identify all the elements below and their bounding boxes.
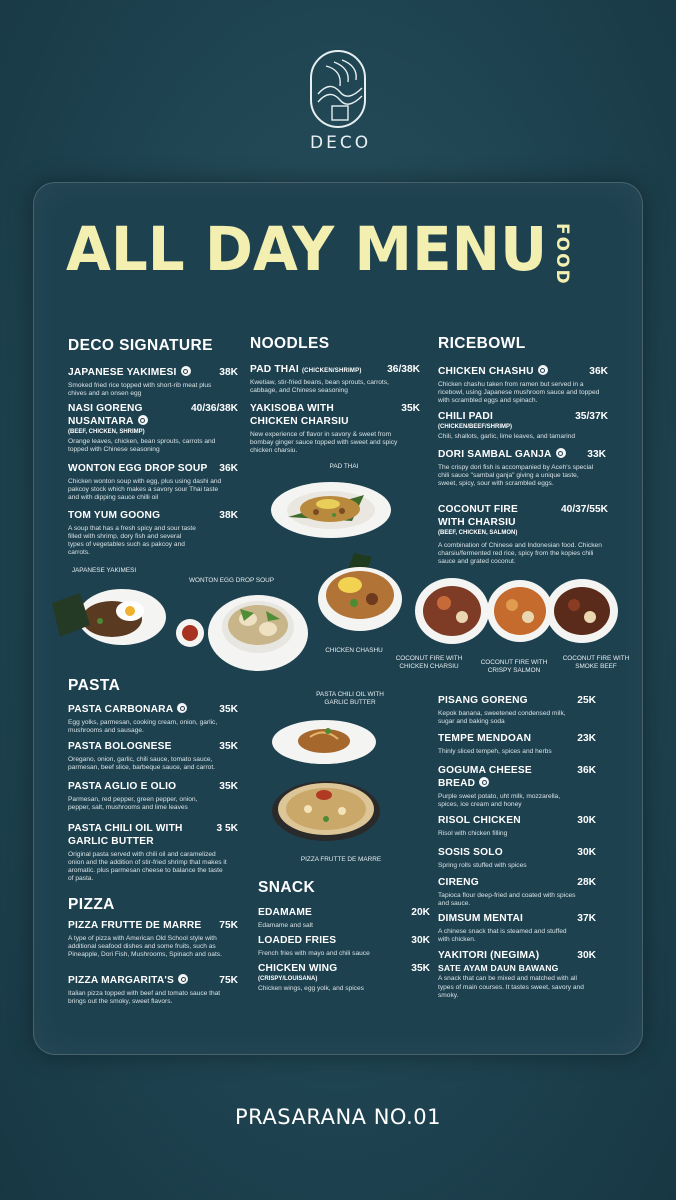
wonton-soup-photo <box>170 591 310 673</box>
section-pizza: PIZZA <box>68 896 115 913</box>
menu-item-carbonara <box>68 704 238 735</box>
signature-badge-icon <box>479 777 489 787</box>
signature-badge-icon <box>181 366 191 376</box>
item-name: EDAMAME <box>258 907 313 918</box>
chicken-chashu-photo <box>314 551 404 633</box>
caption-coconut-beef: COCONUT FIRE WITH SMOKE BEEF <box>562 655 630 670</box>
menu-item-tom-yum <box>68 510 238 558</box>
menu-item-yakitori <box>438 950 596 1000</box>
menu-item-loaded-fries <box>258 935 430 958</box>
caption-yakimesi: JAPANESE YAKIMESI <box>71 567 137 574</box>
item-price: 35K <box>401 403 420 414</box>
item-name: JAPANESE YAKIMESI <box>68 367 177 378</box>
section-ricebowl: RICEBOWL <box>438 335 526 352</box>
menu-item-cireng <box>438 877 596 908</box>
item-desc: Chicken wings, egg yolk, and spices <box>258 984 364 992</box>
menu-item-tempe-mendoan <box>438 733 596 756</box>
item-name: PASTA AGLIO E OLIO <box>68 781 177 792</box>
item-price: 40/37/55K <box>560 504 608 515</box>
item-price: 75K <box>219 975 238 986</box>
signature-badge-icon <box>138 415 148 425</box>
item-name: SOSIS SOLO <box>438 847 503 858</box>
signature-badge-icon <box>178 974 188 984</box>
item-name: WONTON EGG DROP SOUP <box>68 463 208 474</box>
item-price: 35K <box>219 704 238 715</box>
item-name: PASTA CHILI OIL WITH GARLIC BUTTER <box>68 823 183 847</box>
caption-chili-oil: PASTA CHILI OIL WITH GARLIC BUTTER <box>316 691 384 706</box>
item-desc: Smoked fried rice topped with short-rib meat plus chives and an onsen egg <box>68 381 212 397</box>
yakimesi-photo <box>50 585 166 649</box>
menu-item-chicken-wing <box>258 963 430 993</box>
item-price: 36K <box>589 366 608 377</box>
chili-oil-pasta-photo <box>270 717 378 767</box>
item-variant: (CHICKEN/BEEF/SHRIMP) <box>438 423 513 430</box>
title-side-label: FOOD <box>552 223 572 286</box>
section-deco-signature: DECO SIGNATURE <box>68 337 213 354</box>
item-price: 35K <box>219 781 238 792</box>
item-price: 40/36/38K <box>190 403 238 414</box>
item-variant: (BEEF, CHICKEN, SALMON) <box>438 529 518 536</box>
pizza-frutte-photo <box>272 779 380 843</box>
item-name: RISOL CHICKEN <box>438 815 521 826</box>
item-name: YAKITORI (NEGIMA) <box>438 950 540 961</box>
menu-item-pisang-goreng <box>438 695 596 726</box>
menu-item-yakimesi <box>68 367 238 398</box>
item-price: 3 5K <box>216 823 238 834</box>
item-name: PISANG GORENG <box>438 695 528 706</box>
item-subtitle: SATE AYAM DAUN BAWANG <box>438 962 559 973</box>
item-name: DORI SAMBAL GANJA <box>438 449 552 460</box>
caption-pad-thai: PAD THAI <box>329 463 359 470</box>
menu-item-pad-thai <box>250 364 420 395</box>
item-desc: A snack that can be mixed and matched with all types of main courses. It tastes sweet, savory and smoky. <box>438 975 584 999</box>
section-snack: SNACK <box>258 879 316 896</box>
item-name: CHILI PADI <box>438 411 494 422</box>
caption-coconut-salmon: COCONUT FIRE WITH CRISPY SALMON <box>480 659 548 674</box>
item-desc: French fries with mayo and chili sauce <box>258 949 370 957</box>
signature-badge-icon <box>556 448 566 458</box>
menu-item-yakisoba <box>250 403 420 455</box>
item-price: 33K <box>587 449 606 460</box>
item-desc: Kepok banana, sweetened condensed milk, sugar and baking soda <box>438 709 566 725</box>
item-price: 38K <box>219 367 238 378</box>
section-pasta: PASTA <box>68 677 121 694</box>
caption-chicken-chashu: CHICKEN CHASHU <box>325 647 383 654</box>
item-name: PIZZA FRUTTE DE MARRE <box>68 920 202 931</box>
item-price: 36K <box>219 463 238 474</box>
item-desc: Chicken wonton soup with egg, plus using dashi and pakcoy stock which makes a savory sour Thai taste and with dipping sauce chilli oil <box>68 477 222 502</box>
item-desc: New experience of flavor in savory & sweet from bombay ginger sauce topped with sweet and spicy chicken charsiu. <box>250 430 398 454</box>
menu-item-risol-chicken <box>438 815 596 838</box>
item-name: PASTA CARBONARA <box>68 704 174 715</box>
item-desc: The crispy dori fish is accompanied by Aceh's special chili sauce "sambal ganja" giving a unique taste, sweet, spicy, sour with scrambled eggs. <box>438 463 594 488</box>
menu-item-pizza-frutte <box>68 920 238 959</box>
item-price: 30K <box>411 935 430 946</box>
menu-item-chili-oil <box>68 823 238 883</box>
menu-item-coconut-fire <box>438 504 608 566</box>
item-price: 35/37K <box>575 411 608 422</box>
menu-item-pizza-margarita <box>68 975 238 1006</box>
item-name: DIMSUM MENTAI <box>438 913 524 924</box>
location-footer: PRASARANA NO.01 <box>235 1105 441 1129</box>
item-price: 30K <box>577 950 596 961</box>
logo-emblem-icon <box>310 50 366 128</box>
item-name: CHICKEN WING <box>258 963 338 974</box>
caption-coconut-chicken: COCONUT FIRE WITH CHICKEN CHARSIU <box>395 655 463 670</box>
item-name: COCONUT FIRE WITH CHARSIU <box>438 504 518 528</box>
item-price: 35K <box>219 741 238 752</box>
item-desc: Chicken chashu taken from ramen but served in a ricebowl, using Japanese mushroom sauce and topped with scrambled eggs and spinach. <box>438 380 600 405</box>
item-desc: Tapioca flour deep-fried and coated with spices and sauce. <box>438 891 576 907</box>
menu-item-wonton <box>68 463 238 502</box>
item-desc: Kwetiaw, stir-fried beans, bean sprouts, carrots, cabbage, and Chinese seasoning <box>250 378 389 394</box>
menu-item-goguma <box>438 765 596 809</box>
item-name: CIRENG <box>438 877 479 888</box>
menu-card <box>33 182 643 1055</box>
menu-item-sosis-solo <box>438 847 596 870</box>
menu-item-nasi-goreng <box>68 403 238 454</box>
menu-item-bolognese <box>68 741 238 772</box>
item-price: 36/38K <box>387 364 420 375</box>
caption-pizza-frutte: PIZZA FRUTTE DE MARRE <box>300 856 382 863</box>
item-name: PIZZA MARGARITA'S <box>68 975 174 986</box>
item-desc: A soup that has a fresh spicy and sour taste filled with shrimp, dory fish and several types of vegetables such as pakcoy and carrots. <box>68 524 196 557</box>
item-desc: Italian pizza topped with beef and tomato sauce that brings out the smoky, sweet flavors. <box>68 989 221 1005</box>
page-title: ALL DAY MENU <box>66 214 548 285</box>
item-name: LOADED FRIES <box>258 935 337 946</box>
item-price: 75K <box>219 920 238 931</box>
item-price: 25K <box>577 695 596 706</box>
item-variant: (CRISPY/LOUISANA) <box>258 975 318 982</box>
item-name: CHICKEN CHASHU <box>438 366 534 377</box>
item-price: 28K <box>577 877 596 888</box>
menu-item-dimsum-mentai <box>438 913 596 944</box>
signature-badge-icon <box>177 703 187 713</box>
item-desc: A chinese snack that is steamed and stuffed with chicken. <box>438 927 567 943</box>
item-price: 30K <box>577 847 596 858</box>
brand-name: DECO <box>310 133 372 153</box>
item-price: 35K <box>411 963 430 974</box>
menu-item-chicken-chashu <box>438 366 608 405</box>
item-price: 20K <box>411 907 430 918</box>
item-desc: A type of pizza with American Old School style with additional seafood dishes and some fruits, such as Pineapple, Dori Fish, Mushrooms, Spinach and oats. <box>68 934 222 959</box>
item-desc: A combination of Chinese and Indonesian food. Chicken charsiu/fermented red rice, spicy from the kopies chili sauce and grated coconut. <box>438 541 602 566</box>
item-price: 36K <box>577 765 596 776</box>
item-desc: Egg yolks, parmesan, cooking cream, onion, garlic, mushrooms and sausage. <box>68 718 218 734</box>
item-desc: Parmesan, red pepper, green pepper, onion, pepper, salt, mushrooms and lime leaves <box>68 795 198 811</box>
item-name: NASI GORENG NUSANTARA <box>68 403 143 427</box>
item-name: PAD THAI <box>250 364 299 375</box>
item-name: TEMPE MENDOAN <box>438 733 532 744</box>
menu-item-aglio-olio <box>68 781 238 812</box>
item-desc: Thinly sliced tempeh, spices and herbs <box>438 747 552 755</box>
caption-wonton: WONTON EGG DROP SOUP <box>189 577 274 584</box>
signature-badge-icon <box>538 365 548 375</box>
menu-item-chili-padi <box>438 411 608 441</box>
section-noodles: NOODLES <box>250 335 330 352</box>
item-desc: Spring rolls stuffed with spices <box>438 861 527 869</box>
menu-item-edamame <box>258 907 430 930</box>
item-price: 38K <box>219 510 238 521</box>
item-variant: (CHICKEN/SHRIMP) <box>301 368 362 374</box>
item-variant: (BEEF, CHICKEN, SHRIMP) <box>68 428 145 435</box>
item-name: TOM YUM GOONG <box>68 510 161 521</box>
item-desc: Orange leaves, chicken, bean sprouts, carrots and topped with Chinese seasoning <box>68 437 216 453</box>
item-name: PASTA BOLOGNESE <box>68 741 172 752</box>
deco-logo <box>310 50 372 155</box>
item-price: 23K <box>577 733 596 744</box>
item-price: 37K <box>577 913 596 924</box>
item-desc: Edamame and salt <box>258 921 313 929</box>
pad-thai-photo <box>268 477 394 543</box>
item-desc: Purple sweet potato, uht milk, mozzarella, spices, ice cream and honey <box>438 792 561 808</box>
item-desc: Risol with chicken filling <box>438 829 508 837</box>
item-desc: Oregano, onion, garlic, chili sauce, tomato sauce, parmesan, beef slice, barbeque sauce, and carrot. <box>68 755 215 771</box>
menu-item-dori-sambal <box>438 449 606 488</box>
coconut-fire-photos <box>414 575 620 647</box>
item-desc: Original pasta served with chili oil and caramelized onion and the addition of stir-fried shrimp that makes it aromatic. plus parmesan cheese to balance the taste of pasta. <box>68 850 227 883</box>
item-desc: Chili, shallots, garlic, lime leaves, and tamarind <box>438 432 576 440</box>
item-name: GOGUMA CHEESE BREAD <box>438 765 532 789</box>
item-price: 30K <box>577 815 596 826</box>
item-name: YAKISOBA WITH CHICKEN CHARSIU <box>250 403 349 427</box>
